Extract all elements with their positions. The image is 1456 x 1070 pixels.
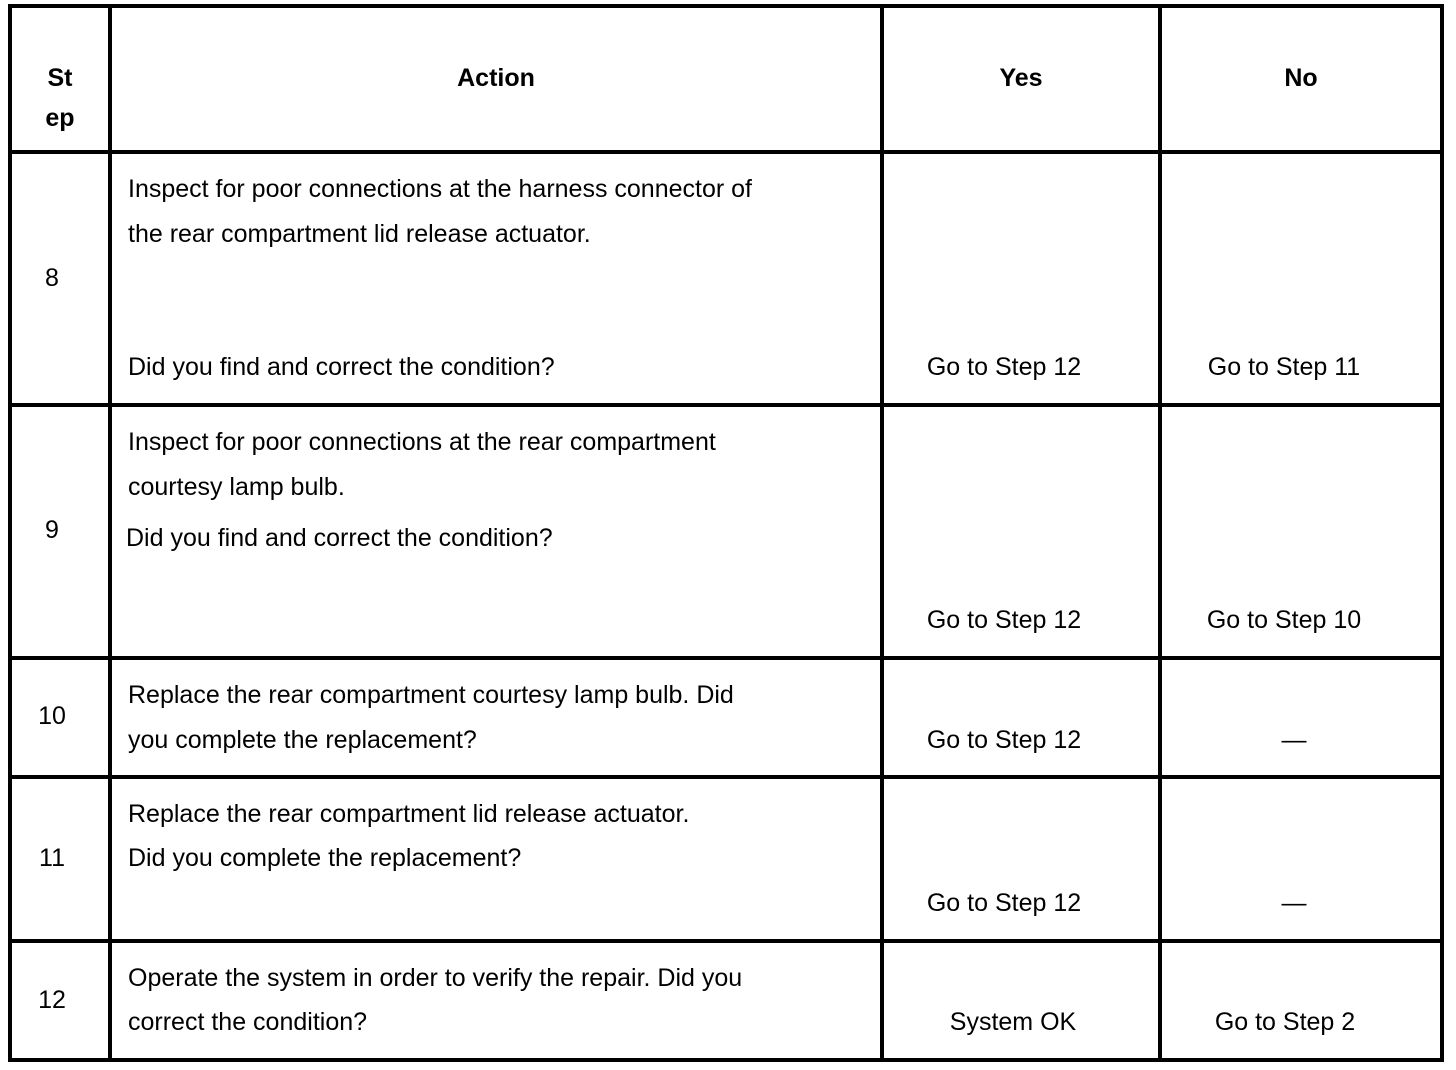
row-divider <box>8 656 1444 660</box>
yes-result: Go to Step 12 <box>926 726 1082 754</box>
table-border-bottom <box>8 1058 1444 1062</box>
row-divider <box>8 403 1444 407</box>
step-number: 8 <box>45 264 59 292</box>
no-result: Go to Step 11 <box>1207 353 1361 381</box>
action-question: correct the condition? <box>128 1008 368 1036</box>
row-divider <box>8 775 1444 779</box>
header-no: No <box>1284 64 1318 92</box>
header-action: Action <box>457 64 535 92</box>
action-text: Operate the system in order to verify the repair. Did you <box>128 964 743 992</box>
no-result: Go to Step 2 <box>1214 1008 1356 1036</box>
no-result: — <box>1281 726 1307 754</box>
table-border-top <box>8 4 1444 8</box>
yes-result: Go to Step 12 <box>926 353 1082 381</box>
action-text: Replace the rear compartment courtesy lamp bulb. Did <box>128 681 734 709</box>
action-question: you complete the replacement? <box>128 726 477 754</box>
step-number: 9 <box>45 516 59 544</box>
action-text: courtesy lamp bulb. <box>128 473 345 501</box>
action-question: Did you find and correct the condition? <box>128 353 555 381</box>
column-divider <box>1440 4 1444 1062</box>
header-step <box>12 58 108 138</box>
step-number: 10 <box>38 702 66 730</box>
no-result: — <box>1281 889 1307 917</box>
header-divider <box>8 150 1444 154</box>
action-text: Inspect for poor connections at the harness connector of <box>128 175 752 203</box>
step-number: 12 <box>38 986 66 1014</box>
header-yes: Yes <box>999 64 1043 92</box>
yes-result: System OK <box>949 1008 1077 1036</box>
action-text: Inspect for poor connections at the rear compartment <box>128 428 716 456</box>
step-number: 11 <box>39 844 65 872</box>
action-question: Did you complete the replacement? <box>128 844 522 872</box>
header-step-line1: St <box>47 64 73 92</box>
column-divider <box>108 4 112 1062</box>
yes-result: Go to Step 12 <box>926 606 1082 634</box>
action-text: the rear compartment lid release actuator. <box>128 220 591 248</box>
no-result: Go to Step 10 <box>1206 606 1362 634</box>
row-divider <box>8 939 1444 943</box>
header-step-line2: ep <box>45 104 75 132</box>
action-question: Did you find and correct the condition? <box>126 524 553 552</box>
yes-result: Go to Step 12 <box>926 889 1082 917</box>
action-text: Replace the rear compartment lid release actuator. <box>128 800 690 828</box>
